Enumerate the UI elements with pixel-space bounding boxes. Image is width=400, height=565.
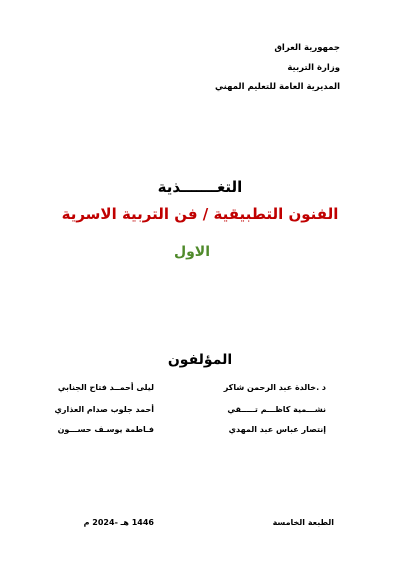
author-name: إنتصار عباس عبد المهدي [228, 425, 326, 434]
header-country: جمهورية العراق [274, 43, 340, 53]
book-title: التغـــــــذية [157, 178, 243, 196]
header-ministry: وزارة التربية [287, 63, 340, 73]
author-name: نشـــمية كاظـــم تـــــقي [227, 405, 326, 414]
edition-label: الطبعة الخامسة [272, 518, 334, 527]
publication-year: 1446 هـ -2024 م [83, 518, 154, 527]
author-name: ليلى أحمــد فتاح الجنابي [57, 383, 154, 392]
header-directorate: المديرية العامة للتعليم المهني [215, 82, 340, 92]
grade-stage: الاول [173, 244, 211, 260]
author-name: د .خالدة عبد الرحمن شاكر [223, 383, 326, 392]
book-subtitle: الفنون التطبيقية / فن التربية الاسرية [61, 205, 339, 223]
author-name: أحمد جلوب صدام العذاري [54, 405, 154, 414]
authors-heading: المؤلفون [167, 352, 233, 368]
author-name: فـاطمة يوسـف حســـون [57, 425, 154, 434]
